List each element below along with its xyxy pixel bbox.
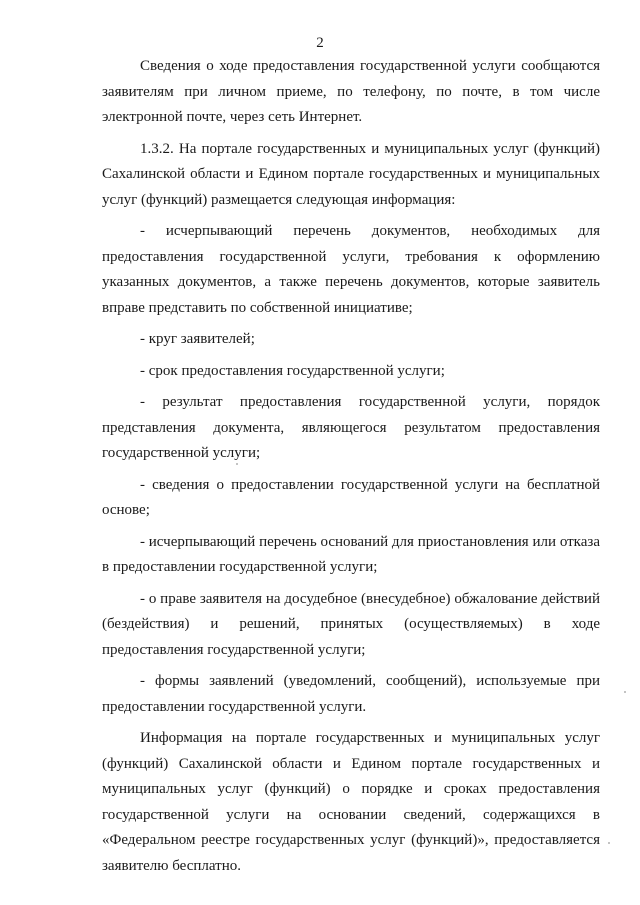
list-item-applicants: - круг заявителей; [140, 331, 255, 347]
document-body [102, 54, 600, 885]
paragraph-free-information: Информация на портале государственных и муниципальных услуг (функций) Сахалинской области и Едином портале государственных и муниципальных услуг (функций) о порядке и сроках предоставления государственной услуги на основании сведений, содержащихся в «Федеральном реестре государственных услуг (функций)», предоставляется заявителю бесплатно. [102, 730, 600, 874]
paragraph-portal-info: 1.3.2. На портале государственных и муниципальных услуг (функций) Сахалинской области и Едином портале государственных и муниципальных услуг (функций) размещается следующая информация: [102, 140, 600, 208]
list-item-free-basis: - сведения о предоставлении государственной услуги на бесплатной основе; [102, 476, 600, 518]
scan-speck [236, 463, 238, 465]
list-item-documents: - исчерпывающий перечень документов, необходимых для предоставления государственной услуги, требования к оформлению указанных документов, а также перечень документов, которые заявитель вправе представить по собственной инициативе; [102, 223, 600, 316]
list-item-term: - срок предоставления государственной услуги; [140, 362, 445, 379]
scan-speck [624, 691, 626, 693]
paragraph-progress-info: Сведения о ходе предоставления государственной услуги сообщаются заявителям при личном приеме, по телефону, по почте, в том числе электронной почте, через сеть Интернет. [102, 58, 600, 125]
list-item-refusal-grounds: - исчерпывающий перечень оснований для приостановления или отказа в предоставлении государственной услуги; [102, 533, 600, 575]
list-item-forms: - формы заявлений (уведомлений, сообщений), используемые при предоставлении государственной услуги. [102, 673, 600, 715]
page-number: 2 [316, 35, 324, 51]
list-item-appeal-right: - о праве заявителя на досудебное (внесудебное) обжалование действий (бездействия) и решений, принятых (осуществляемых) в ходе предоставления государственной услуги; [102, 590, 600, 658]
scan-speck [608, 842, 610, 844]
list-item-result: - результат предоставления государственной услуги, порядок представления документа, являющегося результатом предоставления государственной услуги; [102, 394, 600, 461]
